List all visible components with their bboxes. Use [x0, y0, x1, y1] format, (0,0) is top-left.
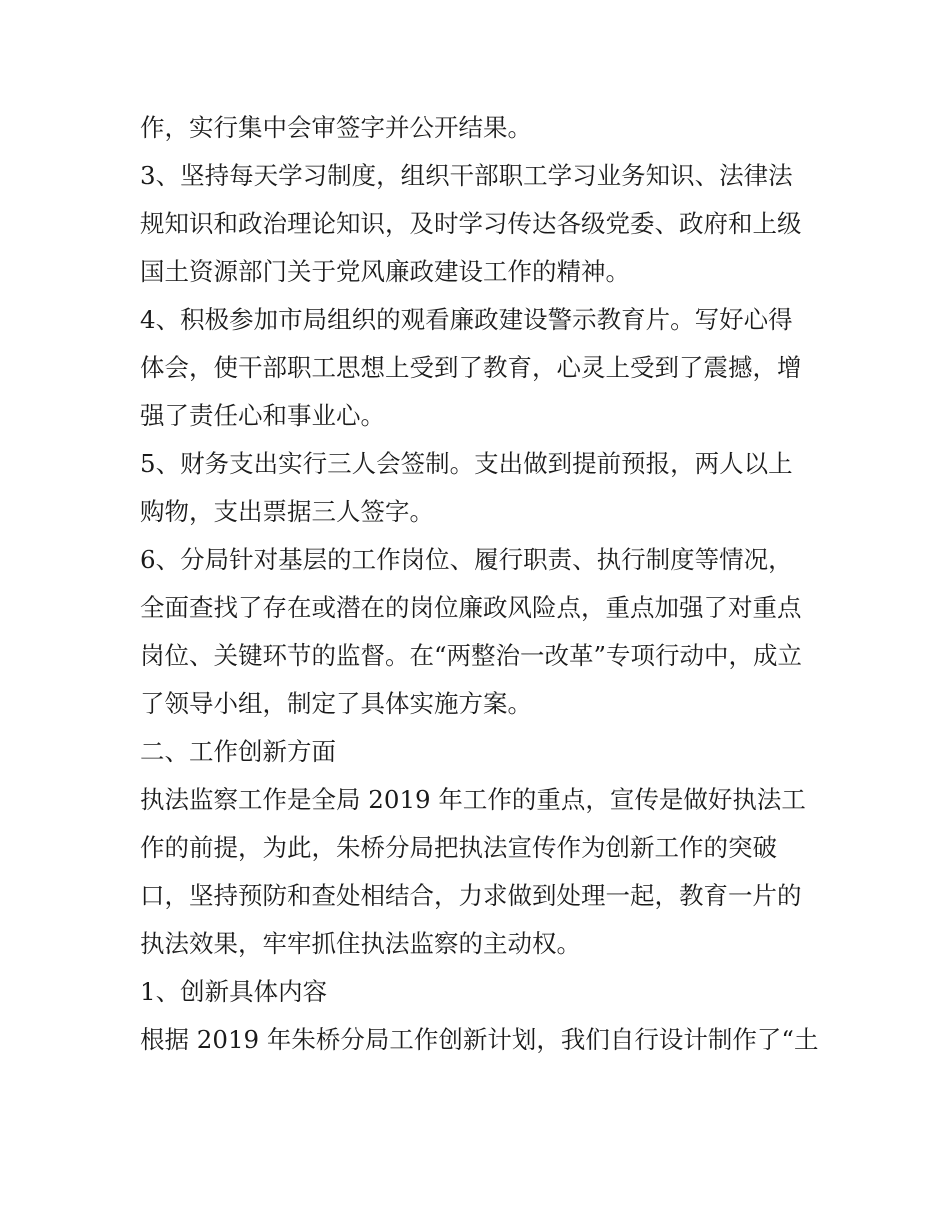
text-line: 4、积极参加市局组织的观看廉政建设警示教育片。写好心得 [140, 305, 793, 334]
text-line: 购物，支出票据三人签字。 [140, 497, 434, 526]
text-line: 国土资源部门关于党风廉政建设工作的精神。 [140, 257, 630, 286]
paragraph [140, 776, 820, 968]
text-line: 6、分局针对基层的工作岗位、履行职责、执行制度等情况， [140, 545, 793, 574]
section-heading [140, 728, 820, 776]
text-line: 岗位、关键环节的监督。在“两整治一改革”专项行动中，成立 [140, 641, 803, 670]
subsection-heading [140, 968, 820, 1016]
text-line: 全面查找了存在或潜在的岗位廉政风险点，重点加强了对重点 [140, 593, 802, 622]
paragraph [140, 296, 820, 440]
text-line: 根据 2019 年朱桥分局工作创新计划，我们自行设计制作了“土 [140, 1025, 819, 1054]
text-line: 强了责任心和事业心。 [140, 401, 385, 430]
text-line: 执法效果，牢牢抓住执法监察的主动权。 [140, 929, 581, 958]
text-line: 体会，使干部职工思想上受到了教育，心灵上受到了震撼，增 [140, 353, 802, 382]
heading-text: 二、工作创新方面 [140, 737, 336, 766]
paragraph [140, 536, 820, 728]
text-line: 作，实行集中会审签字并公开结果。 [140, 113, 532, 142]
text-line: 了领导小组，制定了具体实施方案。 [140, 689, 532, 718]
text-line: 5、财务支出实行三人会签制。支出做到提前预报，两人以上 [140, 449, 793, 478]
document-body [140, 104, 820, 1064]
paragraph [140, 1016, 820, 1064]
text-line: 3、坚持每天学习制度，组织干部职工学习业务知识、法律法 [140, 161, 793, 190]
heading-text: 1、创新具体内容 [140, 977, 328, 1006]
paragraph [140, 440, 820, 536]
paragraph [140, 152, 820, 296]
text-line: 口，坚持预防和查处相结合，力求做到处理一起，教育一片的 [140, 881, 802, 910]
text-line: 执法监察工作是全局 2019 年工作的重点，宣传是做好执法工 [140, 785, 806, 814]
text-line: 规知识和政治理论知识，及时学习传达各级党委、政府和上级 [140, 209, 802, 238]
text-line: 作的前提，为此，朱桥分局把执法宣传作为创新工作的突破 [140, 833, 777, 862]
paragraph [140, 104, 820, 152]
